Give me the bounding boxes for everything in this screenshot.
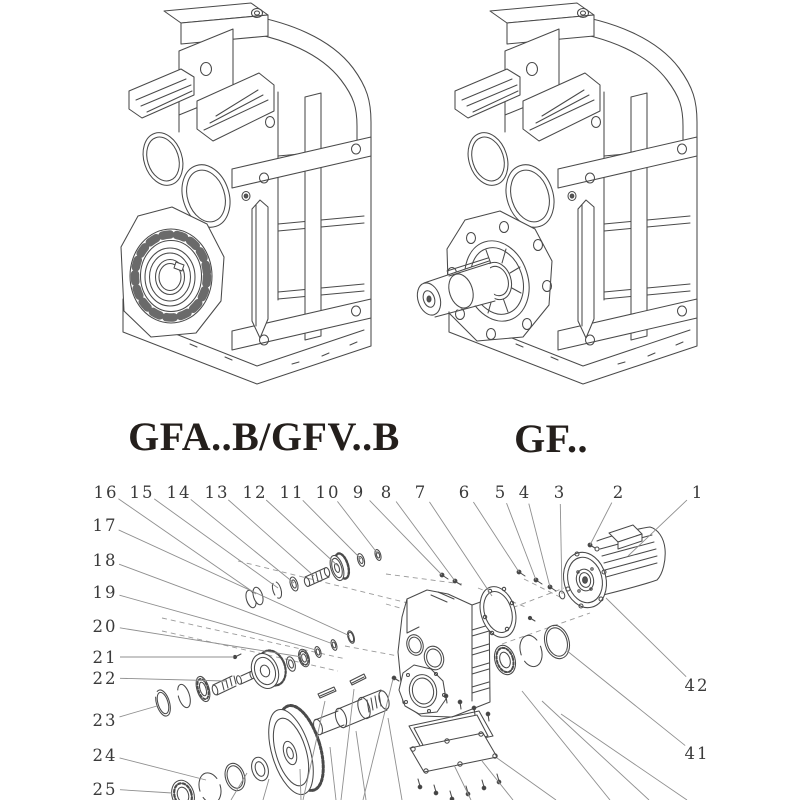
assembly-axis-dashed-lines [162,561,590,671]
callout-number-23: 23 [92,711,118,730]
callout-number-10: 10 [315,483,341,502]
bearing-small [297,648,312,668]
shim-ring [541,622,574,662]
countershaft-parts [153,630,356,718]
input-bearing [491,643,519,678]
pan-bolts-bottom [418,774,501,800]
callout-leader-23 [119,706,157,717]
truncated-leader-1 [263,779,269,800]
callout-number-41: 41 [684,744,710,763]
callout-leader-1 [628,500,687,556]
truncated-leader-14 [363,679,393,800]
callout-number-4: 4 [518,483,532,502]
callout-number-22: 22 [92,669,118,688]
truncated-leader-12 [482,761,513,800]
truncated-leader-7 [341,689,354,800]
right-figure-label: GF.. [514,416,588,461]
callout-leader-3 [560,504,562,594]
large-gear-disc [247,647,291,693]
key [350,674,366,685]
retaining-circlip [516,633,545,670]
callout-number-8: 8 [380,483,394,502]
truncated-leader-5 [388,718,402,800]
callout-leader-24 [120,758,206,780]
gearbox-left-drawing [121,3,371,384]
callout-leader-2 [590,503,612,545]
truncated-leader-3 [330,747,336,800]
large-circlip [195,770,224,800]
housing-bolt [392,676,399,681]
callout-number-12: 12 [242,483,268,502]
output-gear [260,700,332,799]
exploded-view [93,483,710,800]
callout-leader-11 [303,500,361,559]
left-figure-label: GFA..B/GFV..B [128,414,400,459]
callout-number-7: 7 [414,483,428,502]
callout-number-2: 2 [612,483,626,502]
callout-number-14: 14 [166,483,192,502]
truncated-leader-0 [231,773,247,800]
callout-number-5: 5 [494,483,508,502]
callout-number-11: 11 [279,483,305,502]
callout-leader-22 [120,678,226,681]
callout-number-16: 16 [93,483,119,502]
callout-number-25: 25 [92,780,118,799]
seal-ring [153,688,173,718]
washer [249,755,271,783]
callout-number-21: 21 [92,648,118,667]
truncated-leader-9 [542,701,649,800]
callout-leader-41 [566,650,685,746]
callout-number-42: 42 [684,676,710,695]
callout-leader-8 [396,502,455,581]
callout-leader-10 [337,501,378,554]
callout-leader-16 [118,499,256,594]
gear-housing [392,590,490,717]
ball-bearing [168,777,198,800]
callout-leader-4 [529,504,550,587]
callout-leader-25 [120,790,172,793]
oil-pan [410,732,497,773]
bearing [193,675,212,703]
worm-shaft [211,671,255,696]
callout-number-6: 6 [458,483,472,502]
callout-number-24: 24 [92,746,118,765]
gearbox-right-drawing [413,3,697,384]
callout-number-20: 20 [92,617,118,636]
callout-leader-42 [606,598,686,677]
callout-number-3: 3 [553,483,567,502]
callout-leader-19 [119,595,316,650]
motor-flange [558,547,612,612]
input-gear [327,552,351,582]
callout-number-9: 9 [352,483,366,502]
circlip-small [271,581,284,600]
callout-leader-20 [120,628,302,657]
truncated-leader-8 [522,691,610,800]
key [318,687,336,698]
set-screw [233,654,241,659]
callout-leader-9 [370,500,442,575]
callout-number-13: 13 [204,483,230,502]
truncated-leader-13 [497,758,556,800]
truncated-leader-4 [356,731,366,800]
callout-number-17: 17 [92,516,118,535]
callout-leader-6 [473,502,519,572]
circlip [175,683,193,709]
truncated-leader-10 [561,714,687,800]
callout-number-18: 18 [92,551,118,570]
callout-number-19: 19 [92,583,118,602]
hollow-shaft-boss [121,207,224,337]
callout-number-1: 1 [691,483,705,502]
callout-leader-12 [266,500,338,566]
truncated-leader-11 [454,765,471,800]
motor [558,525,665,612]
callout-number-15: 15 [129,483,155,502]
